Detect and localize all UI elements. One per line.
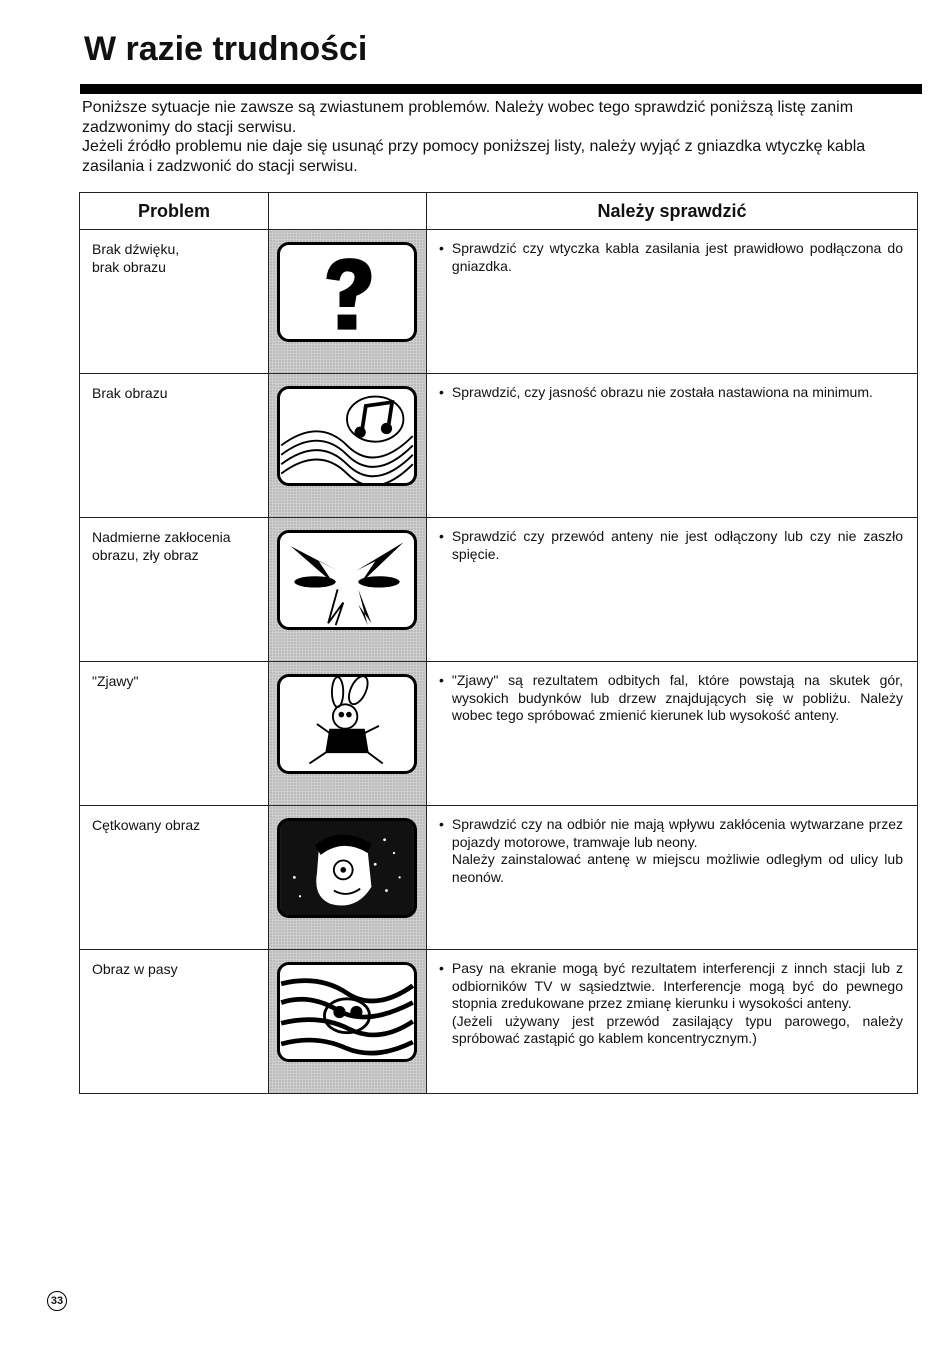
table-row xyxy=(80,518,918,662)
problem-cell: Brak obrazu xyxy=(80,374,269,518)
intro-paragraph-2: Jeżeli źródło problemu nie daje się usunąć przy pomocy poniższej listy, należy wyjąć z gniazdka wtyczkę kabla zasilania i zadzwonić do stacji serwisu. xyxy=(82,138,866,175)
check-cell: • "Zjawy" są rezultatem odbitych fal, które powstają na skutek gór, wysokich budynków lub drzew znajdujących się w pobliżu. Należy wobec tego spróbować zmienić kierunek lub wysokość anteny. xyxy=(427,662,918,806)
illustration-cell xyxy=(269,806,427,950)
problem-cell: "Zjawy" xyxy=(80,662,269,806)
check-cell: • Sprawdzić czy wtyczka kabla zasilania jest prawidłowo podłączona do gniazdka. xyxy=(427,230,918,374)
check-cell: • Sprawdzić, czy jasność obrazu nie została nastawiona na minimum. xyxy=(427,374,918,518)
illustration-cell xyxy=(269,518,427,662)
troubleshooting-table xyxy=(79,192,918,1094)
illustration-cell xyxy=(269,662,427,806)
check-cell: • Pasy na ekranie mogą być rezultatem interferencji z innch stacji lub z odbiorników TV w sąsiedztwie. Interferencje mogą być do pewnego stopnia zredukowane przez zmianę kierunku i wysokości anteny. (Jeżeli używany jest przewód zasilający typu parowego, należy spróbować zastąpić go kablem koncentrycznym.) xyxy=(427,950,918,1094)
table-row xyxy=(80,950,918,1094)
page-number: 33 xyxy=(47,1291,67,1311)
page-title: W razie trudności xyxy=(84,30,368,68)
check-cell: • Sprawdzić czy na odbiór nie mają wpływu zakłócenia wytwarzane przez pojazdy motorowe, tramwaje lub neony. Należy zainstalować antenę w miejscu możliwie odległym od ulicy lub neonów. xyxy=(427,806,918,950)
problem-cell: Obraz w pasy xyxy=(80,950,269,1094)
music-notes-icon xyxy=(277,386,417,486)
problem-cell: Brak dźwięku, brak obrazu xyxy=(80,230,269,374)
speckled-face-icon xyxy=(277,818,417,918)
table-row xyxy=(80,230,918,374)
bullet: • xyxy=(439,528,444,544)
lightning-eyes-icon xyxy=(277,530,417,630)
bullet: • xyxy=(439,960,444,976)
bullet: • xyxy=(439,240,444,256)
bullet: • xyxy=(439,816,444,832)
table-row xyxy=(80,374,918,518)
illustration-cell xyxy=(269,374,427,518)
problem-cell: Cętkowany obraz xyxy=(80,806,269,950)
illustration-cell xyxy=(269,230,427,374)
table-row xyxy=(80,806,918,950)
bullet: • xyxy=(439,384,444,400)
problem-cell: Nadmierne zakłocenia obrazu, zły obraz xyxy=(80,518,269,662)
intro-paragraph-1: Poniższe sytuacje nie zawsze są zwiastunem problemów. Należy wobec tego sprawdzić poniższą listę zanim zadzwonimy do stacji serwisu. xyxy=(82,99,854,136)
check-header: Należy sprawdzić xyxy=(427,193,918,230)
check-cell: • Sprawdzić czy przewód anteny nie jest odłączony lub czy nie zaszło spięcie. xyxy=(427,518,918,662)
title-rule xyxy=(80,84,922,94)
illustration-header xyxy=(269,193,427,230)
question-mark-icon xyxy=(277,242,417,342)
bullet: • xyxy=(439,672,444,688)
intro-text xyxy=(82,98,922,176)
striped-face-icon xyxy=(277,962,417,1062)
table-row xyxy=(80,662,918,806)
illustration-cell xyxy=(269,950,427,1094)
table-header-row xyxy=(80,193,918,230)
rabbit-icon xyxy=(277,674,417,774)
problem-header: Problem xyxy=(80,193,269,230)
